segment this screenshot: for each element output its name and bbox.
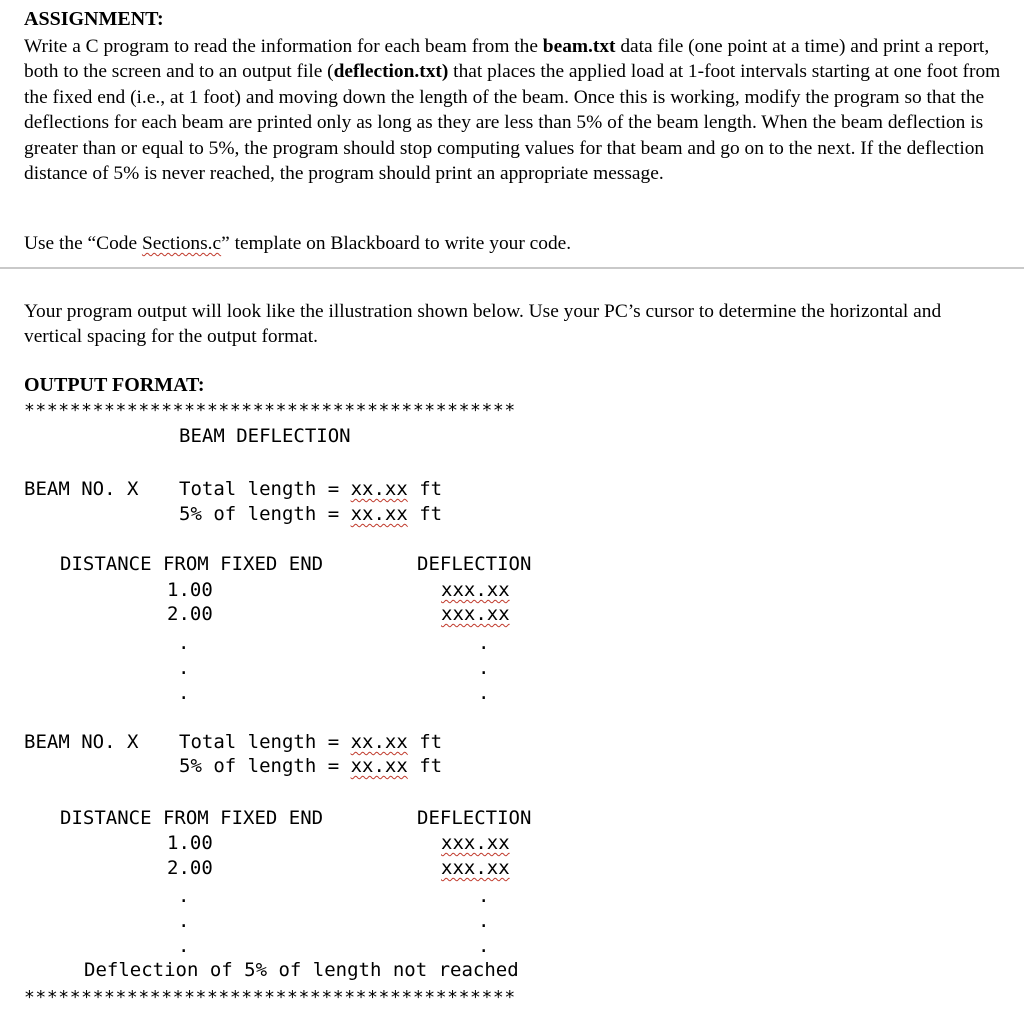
deflection-column-header: DEFLECTION — [417, 807, 532, 829]
assignment-text-3: that places the applied load at 1-foot intervals starting at one foot from the fixed end (i.e., at 1 foot) and moving down the length of the beam. Once this is working, modify the program so that the deflections for each beam are printed only as long as they are less than 5% of the beam length. When the beam deflection is greater than or equal to 5%, the program should stop computing values for that beam and go on to the next. If the deflection distance of 5% is never reached, the program should print an appropriate message. — [24, 61, 1001, 185]
template-file-word: Sections.c — [141, 233, 222, 254]
section-divider — [0, 267, 1024, 269]
deflection-value-1: xxx.xx — [441, 579, 510, 601]
distance-value-1: 1.00 — [167, 832, 213, 854]
output-file-name: deflection.txt) — [333, 61, 449, 83]
total-length-label: Total length = — [179, 478, 351, 500]
assignment-text-2: data file (one point at a time) and print a report, both to the screen and to an output file ( — [24, 36, 990, 83]
report-title: BEAM DEFLECTION — [179, 425, 351, 447]
deflection-column-header: DEFLECTION — [417, 553, 532, 575]
ellipsis-dot: . — [478, 910, 490, 932]
template-instruction — [24, 233, 571, 255]
pct-length-value: xx.xx — [350, 503, 408, 525]
ellipsis-dot: . — [178, 657, 190, 679]
template-text-pre: Use the “Code — [24, 233, 142, 254]
deflection-value-1: xxx.xx — [441, 832, 510, 854]
total-length-label: Total length = — [179, 731, 351, 753]
unit-ft: ft — [407, 478, 443, 500]
ellipsis-dot: . — [178, 935, 190, 957]
intro-paragraph: Your program output will look like the illustration shown below. Use your PC’s cursor to determine the horizontal and vertical spacing for the output format. — [24, 301, 942, 348]
pct-length-label: 5% of length = — [179, 755, 351, 777]
distance-column-header: DISTANCE FROM FIXED END — [60, 807, 324, 829]
deflection-value-2: xxx.xx — [441, 603, 510, 625]
unit-ft: ft — [407, 503, 443, 525]
ellipsis-dot: . — [178, 885, 190, 907]
pct-length-label: 5% of length = — [179, 503, 351, 525]
pct-length-value: xx.xx — [350, 755, 408, 777]
assignment-paragraph — [24, 34, 1009, 186]
distance-value-2: 2.00 — [167, 857, 213, 879]
distance-value-2: 2.00 — [167, 603, 213, 625]
ellipsis-dot: . — [178, 910, 190, 932]
unit-ft: ft — [407, 755, 443, 777]
total-length-value: xx.xx — [350, 478, 408, 500]
unit-ft: ft — [407, 731, 443, 753]
beam-label: BEAM NO. X — [24, 478, 139, 500]
total-length-line — [179, 731, 442, 753]
distance-value-1: 1.00 — [167, 579, 213, 601]
ellipsis-dot: . — [478, 935, 490, 957]
bottom-star-border: ******************************************* — [24, 987, 516, 1008]
ellipsis-dot: . — [478, 885, 490, 907]
ellipsis-dot: . — [178, 632, 190, 654]
beam-label: BEAM NO. X — [24, 731, 139, 753]
distance-column-header: DISTANCE FROM FIXED END — [60, 553, 324, 575]
pct-length-line — [179, 503, 442, 525]
not-reached-message: Deflection of 5% of length not reached — [84, 959, 519, 981]
ellipsis-dot: . — [478, 682, 490, 704]
top-star-border: ******************************************* — [24, 400, 516, 421]
ellipsis-dot: . — [178, 682, 190, 704]
total-length-line — [179, 478, 442, 500]
total-length-value: xx.xx — [350, 731, 408, 753]
deflection-value-2: xxx.xx — [441, 857, 510, 879]
pct-length-line — [179, 755, 442, 777]
output-format-heading: OUTPUT FORMAT: — [24, 374, 205, 396]
ellipsis-dot: . — [478, 657, 490, 679]
input-file-name: beam.txt — [542, 36, 616, 57]
template-text-post: ” template on Blackboard to write your code. — [221, 233, 572, 254]
ellipsis-dot: . — [478, 632, 490, 654]
assignment-heading: ASSIGNMENT: — [24, 8, 164, 30]
assignment-text-1: Write a C program to read the information for each beam from the — [24, 36, 543, 57]
